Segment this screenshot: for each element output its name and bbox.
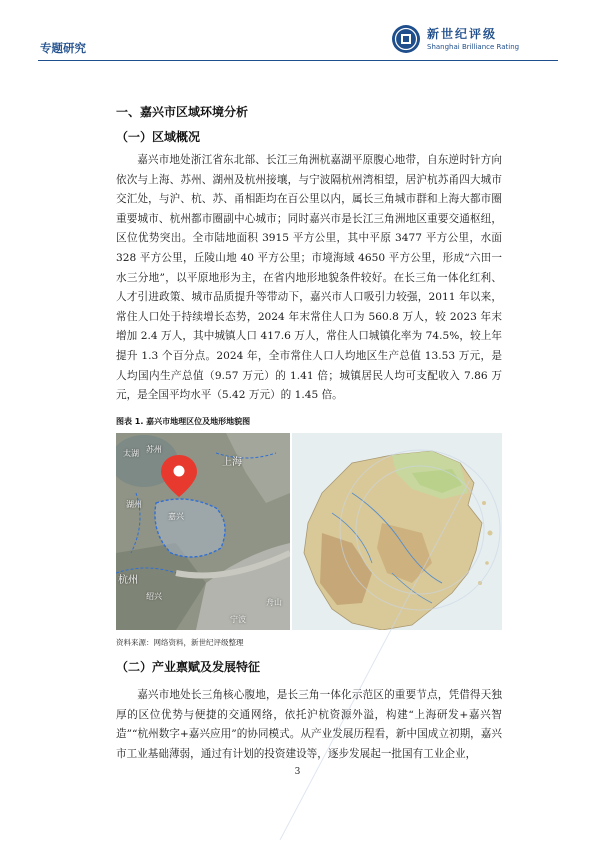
- header-divider: [38, 60, 558, 61]
- terrain-map: [292, 433, 502, 630]
- subsection-heading-industry: （二）产业禀赋及发展特征: [116, 660, 261, 674]
- map-label-suzhou: 苏州: [146, 445, 162, 454]
- terrain-map-graphic: [292, 433, 502, 630]
- subsection-heading-overview: （一）区域概况: [116, 130, 201, 144]
- brand-logo: [391, 24, 561, 56]
- overview-paragraph: 嘉兴市地处浙江省东北部、长江三角洲杭嘉湖平原腹心地带，自东逆时针方向依次与上海、苏州、湖州及杭州接壤，与宁波隔杭州湾相望，居沪杭苏甬四大城市交汇处，与沪、杭、苏、甬相距均在百公里以内，属长三角城市群和上海大都市圈重要城市、杭州都市圈副中心城市；同时嘉兴市是长江三角洲地区重要交通枢纽，区位优势突出。全市陆地面积 3915 平方公里，其中平原 3477 平方公里，水面 328 平方公里，丘陵山地 40 平方公里；市境海域 4650 平方公里，形成“六田一水三分地”，以平原地形为主，在省内地形地貌条件较好。在长三角一体化红利、人才引进政策、城市品质提升等带动下，嘉兴市人口吸引力较强，2011 年以来，常住人口处于持续增长态势，2024 年末常住人口为 560.8 万人，较 2023 年末增加 2.4 万人，其中城镇人口 417.6 万人，常住人口城镇化率为 74.5%，较上年提升 1.3 个百分点。2024 年，全市常住人口人均地区生产总值 13.53 万元，是人均国内生产总值（9.57 万元）的 1.41 倍；城镇居民人均可支配收入 7.86 万元，是全国平均水平（5.42 万元）的 1.45 倍。: [116, 154, 502, 402]
- figure-source: 资料来源：网络资料，新世纪评级整理: [116, 638, 244, 647]
- location-map: [116, 433, 290, 630]
- figure-caption: 图表 1. 嘉兴市地理区位及地形地貌图: [116, 417, 251, 426]
- section-heading: 一、嘉兴市区域环境分析: [116, 105, 249, 119]
- page-number: 3: [294, 767, 301, 777]
- logo-name-cn: 新世纪评级: [427, 27, 498, 41]
- map-label-hangzhou: 杭州: [118, 575, 138, 586]
- section-label: 专题研究: [40, 41, 86, 55]
- map-label-shanghai: 上海: [222, 457, 242, 468]
- map-label-ningbo: 宁波: [230, 615, 246, 624]
- map-label-taihu: 太湖: [123, 449, 139, 458]
- map-label-jiaxing: 嘉兴: [168, 512, 184, 521]
- map-label-huzhou: 湖州: [126, 500, 142, 509]
- map-label-zhoushan: 舟山: [266, 598, 282, 607]
- industry-paragraph: 嘉兴市地处长三角核心腹地，是长三角一体化示范区的重要节点，凭借得天独厚的区位优势与便捷的交通网络，依托沪杭资源外溢，构建“上海研发+嘉兴智造”“杭州数字+嘉兴应用”的协同模式。从产业发展历程看，新中国成立初期，嘉兴市工业基础薄弱，通过有计划的投资建设等，逐步发展起一批国有工业企业，: [116, 689, 502, 760]
- map-label-shaoxing: 绍兴: [146, 592, 162, 601]
- logo-emblem-icon: [391, 24, 421, 54]
- location-map-graphic: [116, 433, 290, 630]
- logo-name-en: Shanghai Brilliance Rating: [427, 43, 520, 51]
